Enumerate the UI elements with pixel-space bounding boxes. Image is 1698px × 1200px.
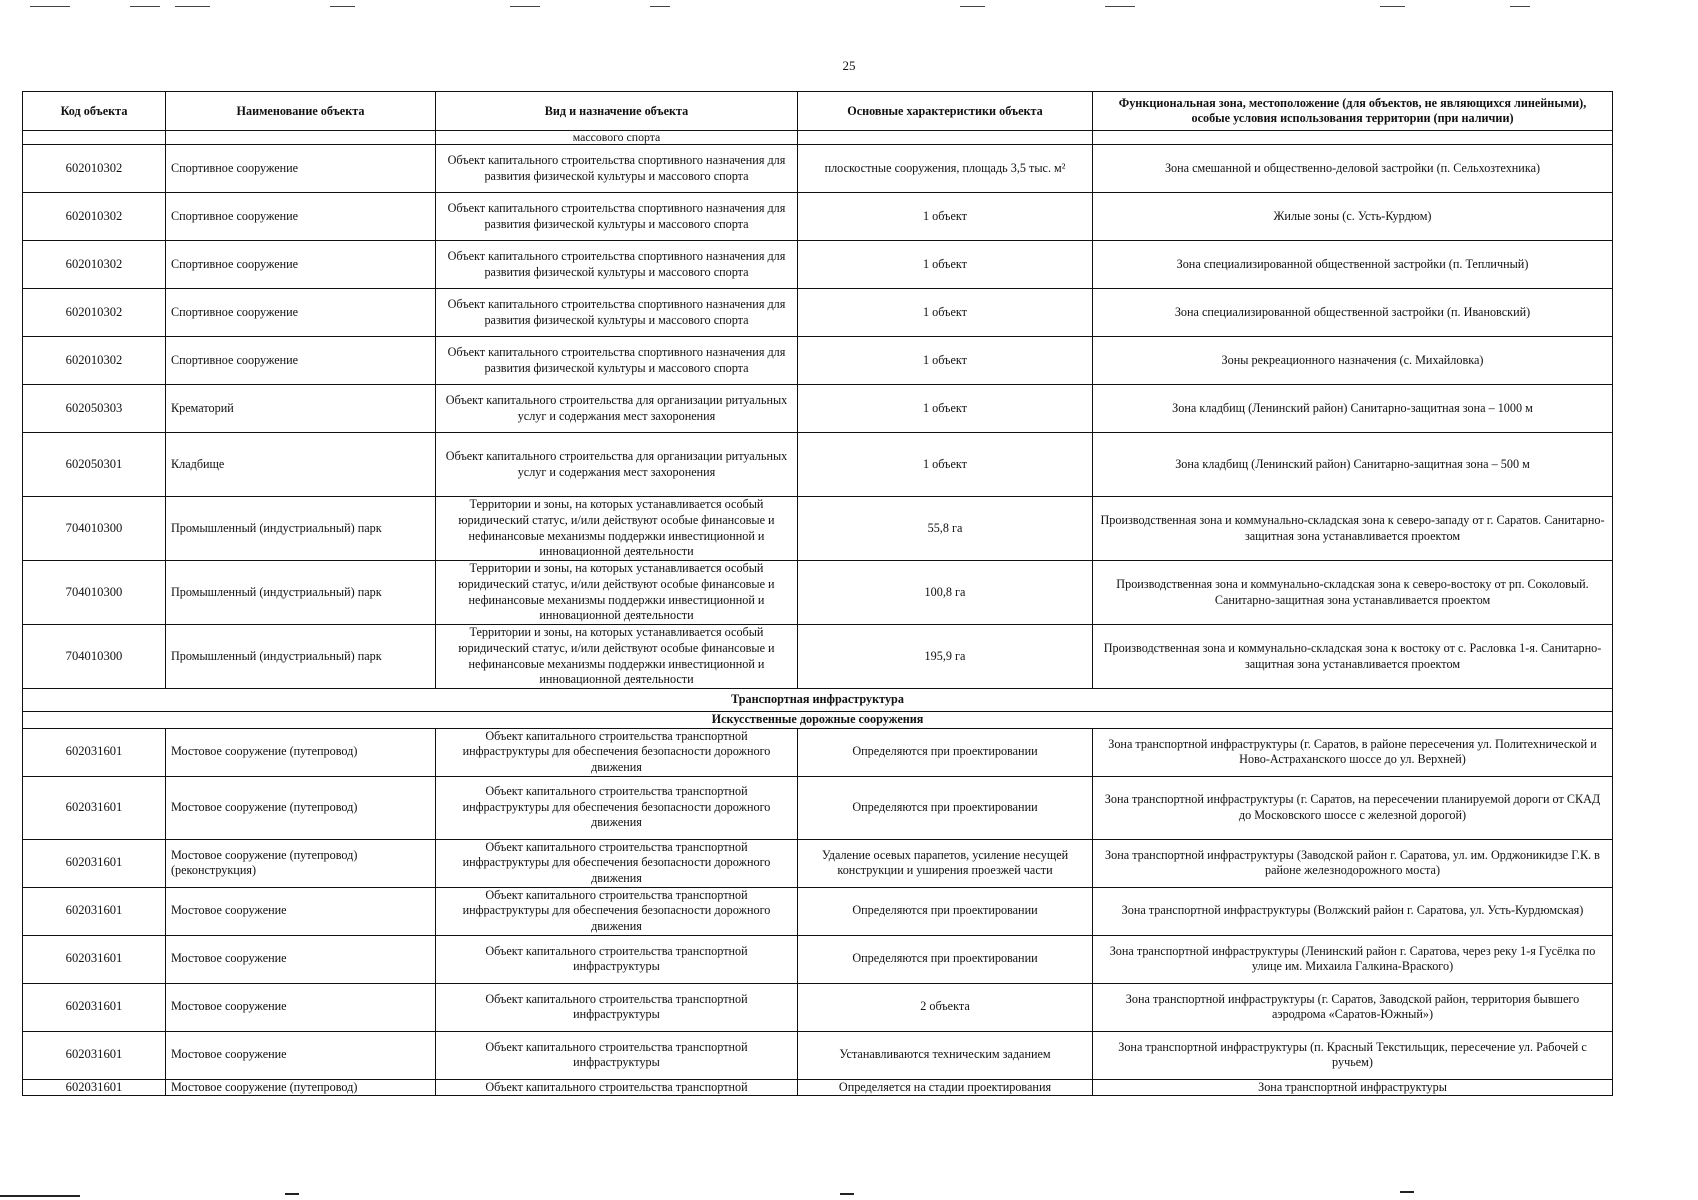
cell-code: 602010302 bbox=[23, 193, 166, 241]
header-code: Код объекта bbox=[23, 92, 166, 131]
cell-zone: Зона транспортной инфраструктуры (г. Саратов, на пересечении планируемой дороги от СКАД до Московского шоссе с железной дорогой) bbox=[1093, 776, 1613, 839]
table-header-row bbox=[23, 92, 1613, 131]
cell-code: 602050301 bbox=[23, 433, 166, 497]
cell-code: 602010302 bbox=[23, 337, 166, 385]
cell-name: Мостовое сооружение bbox=[166, 935, 436, 983]
cell-zone: Зона транспортной инфраструктуры (Заводской район г. Саратова, ул. им. Орджоникидзе Г.К. в районе железнодорожного моста) bbox=[1093, 839, 1613, 887]
table-row bbox=[23, 625, 1613, 689]
cell-characteristics: Устанавливаются техническим заданием bbox=[798, 1031, 1093, 1079]
cell-purpose: Объект капитального строительства транспортной инфраструктуры bbox=[436, 1031, 798, 1079]
cell-purpose-continuation: массового спорта bbox=[436, 131, 798, 145]
table-row bbox=[23, 145, 1613, 193]
subsection-title-row bbox=[23, 712, 1613, 729]
cell-empty bbox=[1093, 131, 1613, 145]
cell-code: 602050303 bbox=[23, 385, 166, 433]
cell-name: Спортивное сооружение bbox=[166, 241, 436, 289]
header-name: Наименование объекта bbox=[166, 92, 436, 131]
cell-name: Спортивное сооружение bbox=[166, 337, 436, 385]
table-row-last bbox=[23, 1079, 1613, 1095]
cell-name: Спортивное сооружение bbox=[166, 193, 436, 241]
cell-characteristics: 1 объект bbox=[798, 241, 1093, 289]
section-title: Транспортная инфраструктура bbox=[23, 689, 1613, 712]
subsection-title: Искусственные дорожные сооружения bbox=[23, 712, 1613, 729]
cell-purpose: Объект капитального строительства транспортной инфраструктуры для обеспечения безопасности дорожного движения bbox=[436, 887, 798, 935]
cell-purpose: Объект капитального строительства транспортной инфраструктуры bbox=[436, 935, 798, 983]
cell-name: Мостовое сооружение (путепровод) (реконструкция) bbox=[166, 839, 436, 887]
cell-empty bbox=[23, 131, 166, 145]
cell-purpose: Объект капитального строительства для организации ритуальных услуг и содержания мест захоронения bbox=[436, 433, 798, 497]
cell-code: 602031601 bbox=[23, 983, 166, 1031]
cell-code: 704010300 bbox=[23, 561, 166, 625]
table-row bbox=[23, 241, 1613, 289]
cell-purpose: Объект капитального строительства для организации ритуальных услуг и содержания мест захоронения bbox=[436, 385, 798, 433]
cell-characteristics: 100,8 га bbox=[798, 561, 1093, 625]
cell-name: Мостовое сооружение bbox=[166, 887, 436, 935]
cell-zone: Зона транспортной инфраструктуры (г. Саратов, в районе пересечения ул. Политехнической и Ново-Астраханского шоссе до ул. Верхней) bbox=[1093, 728, 1613, 776]
scan-edge-artifacts bbox=[0, 0, 1698, 22]
cell-purpose: Объект капитального строительства транспортной инфраструктуры для обеспечения безопасности дорожного движения bbox=[436, 728, 798, 776]
table-row bbox=[23, 728, 1613, 776]
cell-zone: Зона транспортной инфраструктуры (Волжский район г. Саратова, ул. Усть-Курдюмская) bbox=[1093, 887, 1613, 935]
cell-purpose: Объект капитального строительства спортивного назначения для развития физической культуры и массового спорта bbox=[436, 289, 798, 337]
cell-name: Мостовое сооружение (путепровод) bbox=[166, 776, 436, 839]
cell-purpose: Объект капитального строительства транспортной инфраструктуры bbox=[436, 983, 798, 1031]
cell-name: Промышленный (индустриальный) парк bbox=[166, 497, 436, 561]
cell-zone: Производственная зона и коммунально-складская зона к северо-западу от г. Саратов. Санитарно-защитная зона устанавливается проектом bbox=[1093, 497, 1613, 561]
cell-name: Крематорий bbox=[166, 385, 436, 433]
table-row bbox=[23, 935, 1613, 983]
cell-characteristics: Определяются при проектировании bbox=[798, 728, 1093, 776]
cell-name: Промышленный (индустриальный) парк bbox=[166, 625, 436, 689]
cell-zone: Зона кладбищ (Ленинский район) Санитарно-защитная зона – 1000 м bbox=[1093, 385, 1613, 433]
cell-code: 602031601 bbox=[23, 887, 166, 935]
cell-name: Мостовое сооружение bbox=[166, 983, 436, 1031]
cell-zone: Зона специализированной общественной застройки (п. Ивановский) bbox=[1093, 289, 1613, 337]
cell-characteristics: Определяются при проектировании bbox=[798, 935, 1093, 983]
cell-characteristics: Удаление осевых парапетов, усиление несущей конструкции и уширения проезжей части bbox=[798, 839, 1093, 887]
cell-purpose: Объект капитального строительства транспортной инфраструктуры для обеспечения безопасности дорожного движения bbox=[436, 776, 798, 839]
cell-purpose: Территории и зоны, на которых устанавливается особый юридический статус, и/или действуют особые финансовые и нефинансовые механизмы поддержки инвестиционной и инновационной деятельности bbox=[436, 561, 798, 625]
table-row bbox=[23, 433, 1613, 497]
cell-code: 602010302 bbox=[23, 241, 166, 289]
cell-code: 704010300 bbox=[23, 497, 166, 561]
header-characteristics: Основные характеристики объекта bbox=[798, 92, 1093, 131]
cell-name: Спортивное сооружение bbox=[166, 145, 436, 193]
cell-characteristics: Определяются при проектировании bbox=[798, 887, 1093, 935]
cell-zone: Зона транспортной инфраструктуры (п. Красный Текстильщик, пересечение ул. Рабочей с ручьем) bbox=[1093, 1031, 1613, 1079]
cell-characteristics: Определяется на стадии проектирования bbox=[798, 1079, 1093, 1095]
table-row bbox=[23, 776, 1613, 839]
page-number: 25 bbox=[842, 58, 856, 73]
table-row bbox=[23, 839, 1613, 887]
table-row bbox=[23, 193, 1613, 241]
cell-empty bbox=[798, 131, 1093, 145]
cell-purpose: Объект капитального строительства спортивного назначения для развития физической культуры и массового спорта bbox=[436, 145, 798, 193]
table-row-continuation bbox=[23, 131, 1613, 145]
cell-zone: Производственная зона и коммунально-складская зона к северо-востоку от рп. Соколовый. Санитарно-защитная зона устанавливается проектом bbox=[1093, 561, 1613, 625]
cell-purpose: Территории и зоны, на которых устанавливается особый юридический статус, и/или действуют особые финансовые и нефинансовые механизмы поддержки инвестиционной и инновационной деятельности bbox=[436, 625, 798, 689]
cell-zone: Производственная зона и коммунально-складская зона к востоку от с. Расловка 1-я. Санитарно-защитная зона устанавливается проектом bbox=[1093, 625, 1613, 689]
cell-code: 602010302 bbox=[23, 289, 166, 337]
header-zone: Функциональная зона, местоположение (для объектов, не являющихся линейными), особые условия использования территории (при наличии) bbox=[1093, 92, 1613, 131]
table-row bbox=[23, 887, 1613, 935]
cell-characteristics: 1 объект bbox=[798, 337, 1093, 385]
cell-purpose: Объект капитального строительства транспортной bbox=[436, 1079, 798, 1095]
cell-purpose: Территории и зоны, на которых устанавливается особый юридический статус, и/или действуют особые финансовые и нефинансовые механизмы поддержки инвестиционной и инновационной деятельности bbox=[436, 497, 798, 561]
table-row bbox=[23, 337, 1613, 385]
cell-code: 602031601 bbox=[23, 1031, 166, 1079]
cell-code: 602031601 bbox=[23, 728, 166, 776]
cell-purpose: Объект капитального строительства спортивного назначения для развития физической культуры и массового спорта bbox=[436, 241, 798, 289]
cell-characteristics: Определяются при проектировании bbox=[798, 776, 1093, 839]
cell-characteristics: 2 объекта bbox=[798, 983, 1093, 1031]
cell-zone: Зона транспортной инфраструктуры (Ленинский район г. Саратова, через реку 1-я Гусёлка по улице им. Михаила Галкина-Враского) bbox=[1093, 935, 1613, 983]
cell-code: 602031601 bbox=[23, 1079, 166, 1095]
cell-code: 602031601 bbox=[23, 776, 166, 839]
cell-characteristics: 1 объект bbox=[798, 433, 1093, 497]
cell-characteristics: 1 объект bbox=[798, 385, 1093, 433]
table-row bbox=[23, 1031, 1613, 1079]
cell-code: 602031601 bbox=[23, 935, 166, 983]
cell-zone: Зона смешанной и общественно-деловой застройки (п. Сельхозтехника) bbox=[1093, 145, 1613, 193]
cell-characteristics: 55,8 га bbox=[798, 497, 1093, 561]
cell-zone: Жилые зоны (с. Усть-Курдюм) bbox=[1093, 193, 1613, 241]
cell-empty bbox=[166, 131, 436, 145]
cell-name: Промышленный (индустриальный) парк bbox=[166, 561, 436, 625]
table-row bbox=[23, 983, 1613, 1031]
cell-zone: Зоны рекреационного назначения (с. Михайловка) bbox=[1093, 337, 1613, 385]
header-purpose: Вид и назначение объекта bbox=[436, 92, 798, 131]
cell-purpose: Объект капитального строительства транспортной инфраструктуры для обеспечения безопасности дорожного движения bbox=[436, 839, 798, 887]
cell-code: 602010302 bbox=[23, 145, 166, 193]
cell-zone: Зона транспортной инфраструктуры bbox=[1093, 1079, 1613, 1095]
cell-zone: Зона специализированной общественной застройки (п. Тепличный) bbox=[1093, 241, 1613, 289]
cell-purpose: Объект капитального строительства спортивного назначения для развития физической культуры и массового спорта bbox=[436, 193, 798, 241]
cell-name: Кладбище bbox=[166, 433, 436, 497]
table-row bbox=[23, 561, 1613, 625]
table-row bbox=[23, 385, 1613, 433]
table-row bbox=[23, 289, 1613, 337]
cell-name: Спортивное сооружение bbox=[166, 289, 436, 337]
cell-characteristics: 195,9 га bbox=[798, 625, 1093, 689]
cell-characteristics: 1 объект bbox=[798, 193, 1093, 241]
cell-code: 602031601 bbox=[23, 839, 166, 887]
cell-purpose: Объект капитального строительства спортивного назначения для развития физической культуры и массового спорта bbox=[436, 337, 798, 385]
section-title-row bbox=[23, 689, 1613, 712]
cell-name: Мостовое сооружение (путепровод) bbox=[166, 728, 436, 776]
cell-zone: Зона кладбищ (Ленинский район) Санитарно-защитная зона – 500 м bbox=[1093, 433, 1613, 497]
cell-name: Мостовое сооружение (путепровод) bbox=[166, 1079, 436, 1095]
cell-name: Мостовое сооружение bbox=[166, 1031, 436, 1079]
cell-characteristics: плоскостные сооружения, площадь 3,5 тыс. м² bbox=[798, 145, 1093, 193]
cell-zone: Зона транспортной инфраструктуры (г. Саратов, Заводской район, территория бывшего аэродрома «Саратов-Южный») bbox=[1093, 983, 1613, 1031]
objects-table bbox=[22, 91, 1613, 1096]
table-body bbox=[23, 131, 1613, 1096]
table-row bbox=[23, 497, 1613, 561]
cell-characteristics: 1 объект bbox=[798, 289, 1093, 337]
cell-code: 704010300 bbox=[23, 625, 166, 689]
